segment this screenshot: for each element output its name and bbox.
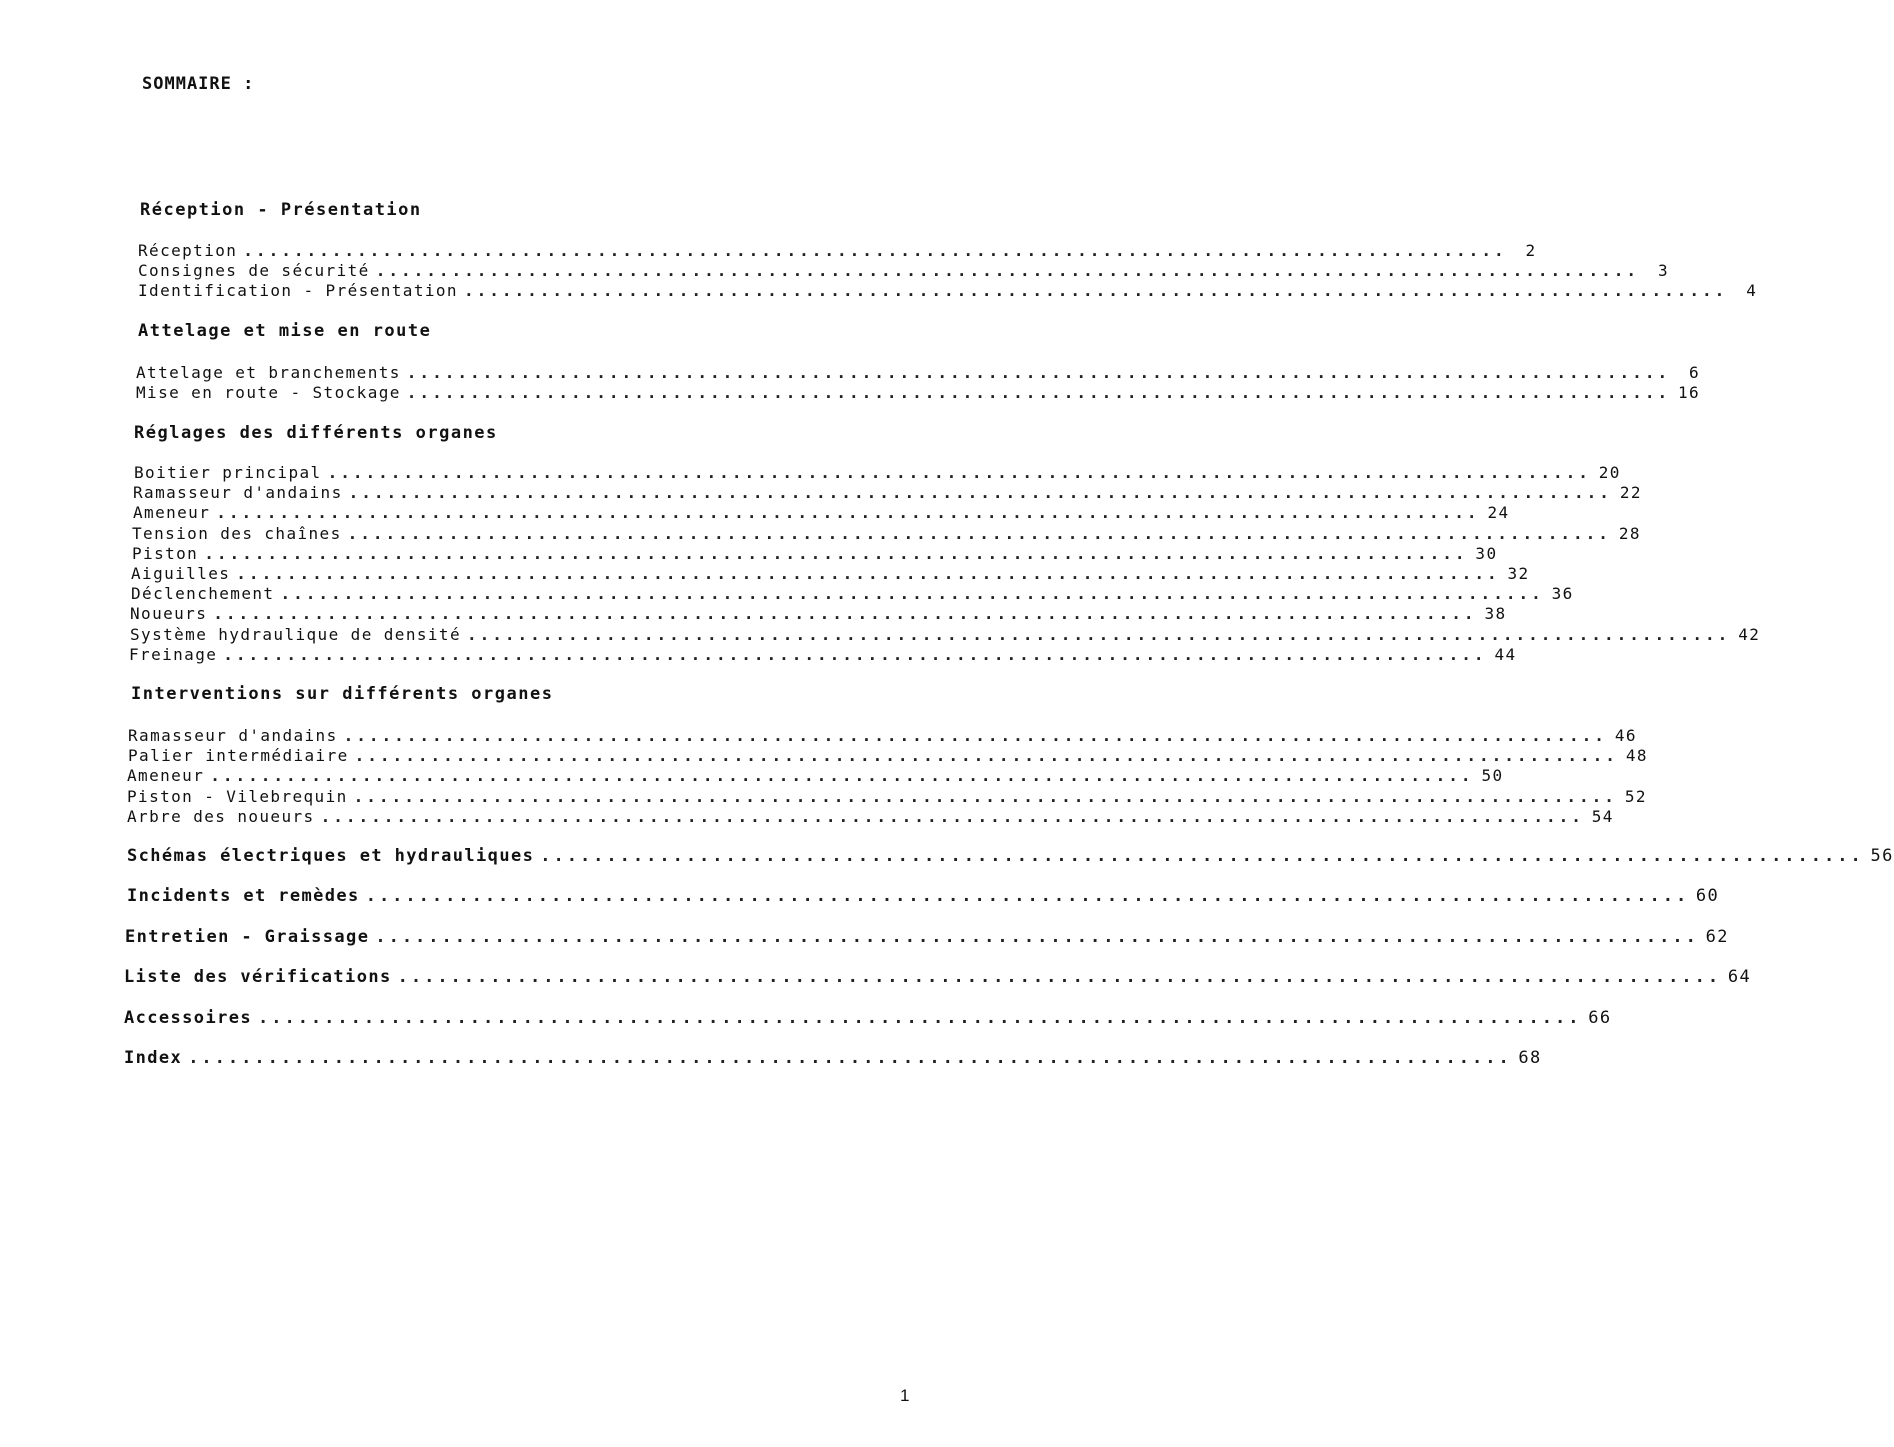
toc-entry[interactable] [134,462,1621,482]
toc-entry[interactable] [128,725,1637,745]
entry-label: Boitier principal [134,463,322,482]
entry-label: Déclenchement [131,584,275,603]
entry-page: 44 [1494,645,1517,664]
entry-label: Ramasseur d'andains [128,726,338,745]
toc-entry[interactable] [128,745,1648,765]
dot-leader: .................................................................................................... [223,645,1487,664]
toc-entry[interactable] [132,543,1498,563]
section-heading-attelage: Attelage et mise en route [138,321,432,341]
chapter-label: Schémas électriques et hydrauliques [127,846,535,866]
dot-leader: .................................................................................................... [463,281,1728,300]
toc-entry[interactable] [136,362,1701,382]
dot-leader: .................................................................................................... [540,846,1864,866]
chapter-page: 64 [1727,967,1752,987]
entry-page: 22 [1619,483,1642,502]
dot-leader: .................................................................................................... [216,503,1480,522]
toc-chapter[interactable] [127,886,1720,906]
toc-entry[interactable] [127,786,1647,806]
chapter-label: Entretien - Graissage [125,927,370,947]
dot-leader: .................................................................................................... [365,886,1690,906]
toc-entry[interactable] [138,240,1537,260]
entry-label: Système hydraulique de densité [130,625,461,644]
entry-page: 30 [1475,544,1498,563]
toc-entry[interactable] [131,583,1574,603]
dot-leader: .................................................................................................... [213,604,1477,623]
entry-page: 2 [1525,241,1537,260]
toc-entry[interactable] [131,563,1530,583]
dot-leader: .................................................................................................... [375,927,1699,947]
dot-leader: .................................................................................................... [257,1008,1582,1028]
chapter-page: 66 [1588,1008,1612,1028]
section-heading-reception: Réception - Présentation [140,200,422,220]
chapter-page: 68 [1518,1048,1542,1068]
toc-entry[interactable] [130,603,1507,623]
chapter-page: 62 [1705,927,1729,947]
toc-chapter[interactable] [124,967,1752,987]
entry-page: 48 [1625,746,1648,765]
entry-label: Tension des chaînes [132,524,342,543]
toc-entry[interactable] [132,523,1641,543]
dot-leader: .................................................................................................... [466,625,1731,644]
entry-label: Ramasseur d'andains [133,483,343,502]
entry-label: Réception [138,241,238,260]
entry-page: 4 [1746,281,1758,300]
entry-page: 50 [1481,766,1504,785]
page-title: SOMMAIRE : [142,74,255,94]
entry-label: Mise en route - Stockage [136,383,401,402]
toc-entry[interactable] [133,482,1642,502]
entry-page: 42 [1738,625,1761,644]
chapter-label: Liste des vérifications [124,967,392,987]
entry-label: Palier intermédiaire [128,746,349,765]
entry-label: Piston - Vilebrequin [127,787,348,806]
entry-label: Piston [132,544,199,563]
toc-entry[interactable] [129,644,1517,664]
entry-page: 46 [1614,726,1637,745]
toc-entry[interactable] [130,624,1761,644]
dot-leader: .................................................................................................... [397,967,1722,987]
toc-entry[interactable] [133,502,1510,522]
toc-chapter[interactable] [127,846,1894,866]
entry-label: Identification - Présentation [138,281,458,300]
toc-entry[interactable] [127,806,1614,826]
entry-page: 52 [1624,787,1647,806]
entry-page: 6 [1689,363,1701,382]
toc-chapter[interactable] [125,927,1729,947]
toc-entry[interactable] [127,765,1504,785]
dot-leader: .................................................................................................... [347,524,1611,543]
chapter-label: Index [124,1048,183,1068]
toc-chapter[interactable] [124,1008,1612,1028]
dot-leader: .................................................................................................... [204,544,1468,563]
dot-leader: .................................................................................................... [343,726,1607,745]
entry-page: 16 [1678,383,1701,402]
page-number: 1 [900,1386,910,1405]
entry-page: 32 [1507,564,1530,583]
toc-entry[interactable] [138,260,1669,280]
entry-label: Aiguilles [131,564,231,583]
dot-leader: .................................................................................................... [320,807,1584,826]
dot-leader: .................................................................................................... [188,1048,1512,1068]
section-heading-interventions: Interventions sur différents organes [131,684,554,704]
entry-page: 38 [1484,604,1507,623]
dot-leader: .................................................................................................... [406,383,1671,402]
toc-chapter[interactable] [124,1048,1542,1068]
entry-label: Noueurs [130,604,208,623]
dot-leader: .................................................................................................... [280,584,1544,603]
dot-leader: .................................................................................................... [348,483,1612,502]
dot-leader: .................................................................................................... [353,787,1617,806]
entry-page: 54 [1591,807,1614,826]
entry-label: Consignes de sécurité [138,261,370,280]
entry-page: 28 [1618,524,1641,543]
toc-entry[interactable] [136,382,1701,402]
entry-page: 3 [1657,261,1669,280]
dot-leader: .................................................................................................... [210,766,1474,785]
entry-label: Attelage et branchements [136,363,401,382]
dot-leader: .................................................................................................... [327,463,1591,482]
section-heading-reglages: Réglages des différents organes [134,423,498,443]
entry-page: 36 [1551,584,1574,603]
entry-label: Ameneur [133,503,211,522]
entry-label: Arbre des noueurs [127,807,315,826]
chapter-page: 56 [1870,846,1894,866]
dot-leader: .................................................................................................... [243,241,1507,260]
dot-leader: .................................................................................................... [406,363,1671,382]
chapter-label: Incidents et remèdes [127,886,360,906]
dot-leader: .................................................................................................... [375,261,1639,280]
dot-leader: .................................................................................................... [236,564,1500,583]
entry-label: Ameneur [127,766,205,785]
toc-entry[interactable] [138,280,1758,300]
chapter-label: Accessoires [124,1008,252,1028]
chapter-page: 60 [1695,886,1720,906]
entry-page: 20 [1598,463,1621,482]
entry-page: 24 [1487,503,1510,522]
entry-label: Freinage [129,645,218,664]
dot-leader: .................................................................................................... [354,746,1618,765]
